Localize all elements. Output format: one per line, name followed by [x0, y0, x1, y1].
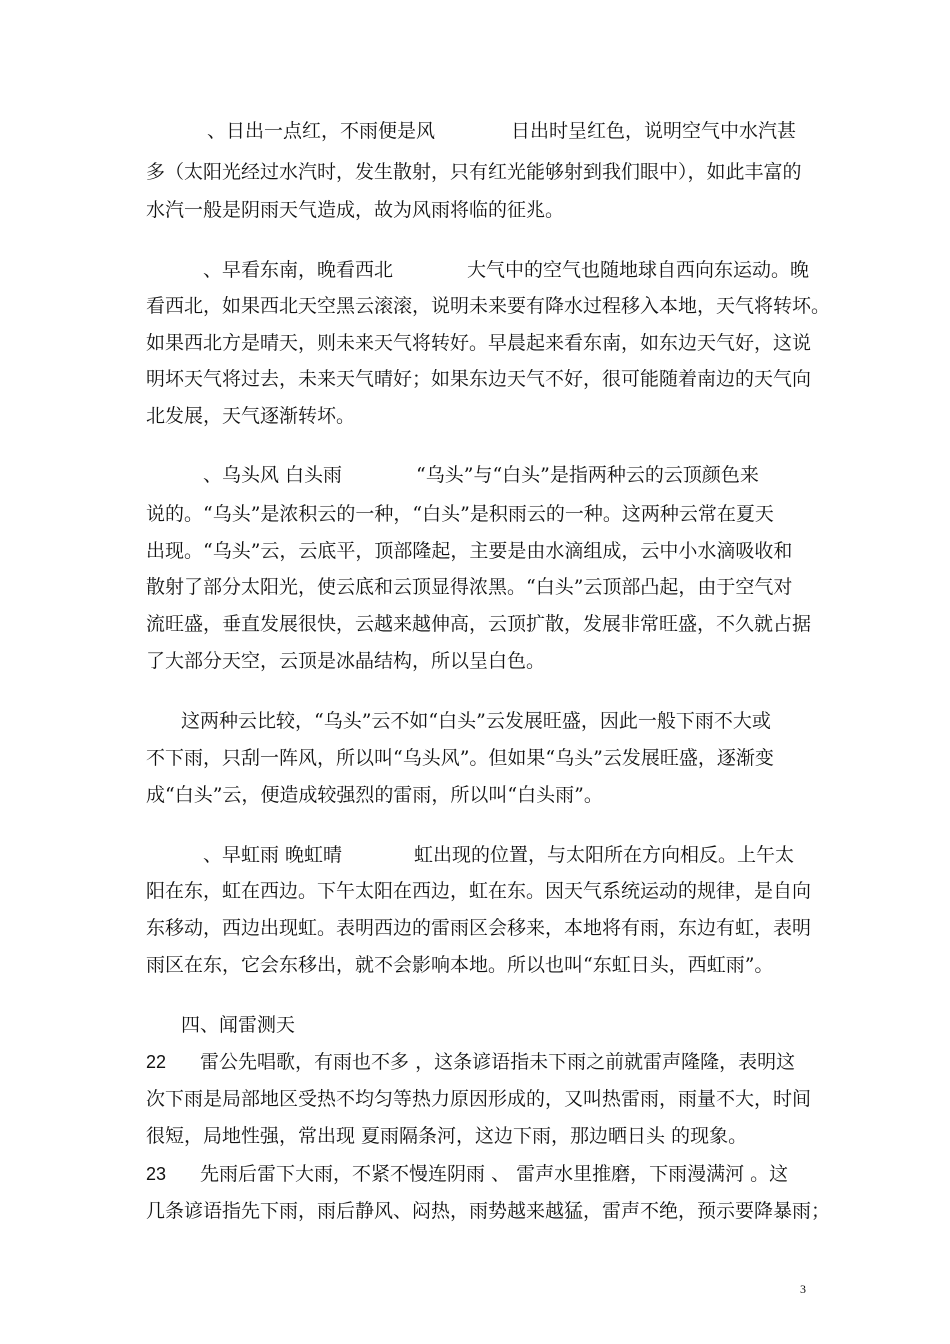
page-number: 3 [800, 1282, 806, 1296]
para5-line4: 雨区在东，它会东移出，就不会影响本地。所以也叫“东虹日头，西虹雨”。 [146, 954, 774, 976]
para5-heading: 、早虹雨 晚虹晴 [203, 844, 343, 866]
para2-heading: 、早看东南，晚看西北 [203, 259, 394, 281]
para3-line3: 出现。“乌头”云，云底平，顶部隆起，主要是由水滴组成，云中小水滴吸收和 [146, 540, 793, 562]
item23-number: 23 [146, 1164, 167, 1184]
item23-line2: 几条谚语指先下雨，雨后静风、闷热，雨势越来越猛，雷声不绝，预示要降暴雨； [146, 1200, 831, 1222]
para1-line1 [207, 118, 796, 144]
item23-line1 [146, 1161, 788, 1187]
para3-line5: 流旺盛，垂直发展很快，云越来越伸高，云顶扩散，发展非常旺盛，不久就占据 [146, 613, 812, 635]
para4-line3: 成“白头”云，便造成较强烈的雷雨，所以叫“白头雨”。 [146, 784, 603, 806]
para2-line2: 看西北，如果西北天空黑云滚滚，说明未来要有降水过程移入本地，天气将转坏。 [146, 295, 831, 317]
item22-text: 雷公先唱歌，有雨也不多 ，这条谚语指未下雨之前就雷声隆隆，表明这 [200, 1051, 796, 1073]
para5-line3: 东移动，西边出现虹。表明西边的雷雨区会移来，本地将有雨，东边有虹，表明 [146, 917, 812, 939]
para1-line3: 水汽一般是阴雨天气造成，故为风雨将临的征兆。 [146, 199, 565, 221]
para4-line1: 这两种云比较，“乌头”云不如“白头”云发展旺盛，因此一般下雨不大或 [181, 710, 771, 732]
item22-line3: 很短，局地性强，常出现 夏雨隔条河，这边下雨，那边晒日头 的现象。 [146, 1125, 748, 1147]
para1-heading: 、日出一点红，不雨便是风 [207, 120, 436, 142]
para3-text: “乌头”与“白头”是指两种云的云顶颜色来 [416, 464, 759, 486]
item23-text: 先雨后雷下大雨，不紧不慢连阴雨 、 雷声水里推磨，下雨漫满河 。这 [200, 1163, 789, 1185]
section-heading: 四、闻雷测天 [181, 1014, 296, 1036]
para5-line1 [203, 842, 794, 868]
para1-line2: 多（太阳光经过水汽时，发生散射，只有红光能够射到我们眼中），如此丰富的 [146, 161, 802, 183]
para4-line2: 不下雨，只刮一阵风，所以叫“乌头风”。但如果“乌头”云发展旺盛，逐渐变 [146, 747, 774, 769]
item22-line2: 次下雨是局部地区受热不均匀等热力原因形成的，又叫热雷雨，雨量不大，时间 [146, 1088, 812, 1110]
para1-text: 日出时呈红色，说明空气中水汽甚 [511, 120, 797, 142]
para2-line1 [203, 257, 809, 283]
para3-line4: 散射了部分太阳光，使云底和云顶显得浓黑。“白头”云顶部凸起，由于空气对 [146, 576, 793, 598]
para3-line6: 了大部分天空，云顶是冰晶结构，所以呈白色。 [146, 650, 546, 672]
para2-line3: 如果西北方是晴天，则未来天气将转好。早晨起来看东南，如东边天气好，这说 [146, 332, 812, 354]
item22-line1 [146, 1049, 795, 1075]
para2-line5: 北发展，天气逐渐转坏。 [146, 405, 356, 427]
para2-text: 大气中的空气也随地球自西向东运动。晚 [467, 259, 810, 281]
para2-line4: 明坏天气将过去，未来天气晴好；如果东边天气不好，很可能随着南边的天气向 [146, 368, 812, 390]
para3-line2: 说的。“乌头”是浓积云的一种，“白头”是积雨云的一种。这两种云常在夏天 [146, 503, 774, 525]
para3-heading: 、乌头风 白头雨 [203, 464, 343, 486]
para5-line2: 阳在东，虹在西边。下午太阳在西边，虹在东。因天气系统运动的规律，是自向 [146, 880, 812, 902]
para5-text: 虹出现的位置，与太阳所在方向相反。上午太 [414, 844, 795, 866]
para3-line1 [203, 462, 759, 488]
item22-number: 22 [146, 1052, 167, 1072]
